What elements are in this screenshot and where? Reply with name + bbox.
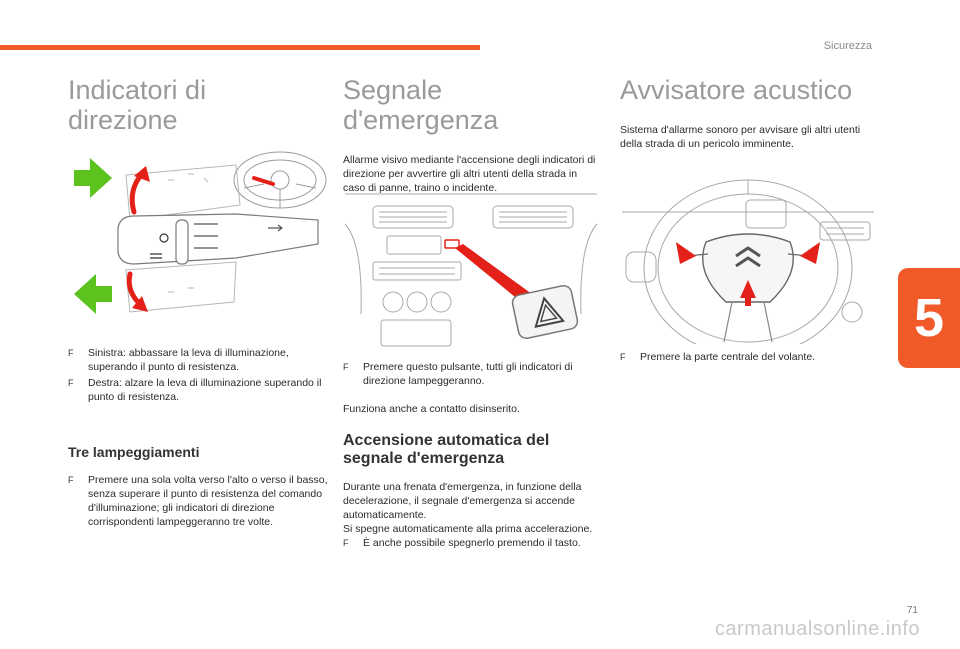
hazard-dashboard-illustration — [343, 184, 599, 352]
three-flashes-title: Tre lampeggiamenti — [68, 444, 200, 460]
header-accent-bar — [0, 45, 480, 50]
bullet-switch-off: F È anche possibile spegnerlo premendo il tasto. — [343, 537, 581, 549]
bullet-press-horn: F Premere la parte centrale del volante. — [620, 351, 816, 363]
hazard-body — [343, 360, 599, 552]
hazard-note: Funziona anche a contatto disinserito. — [343, 403, 520, 415]
indicators-bullets — [68, 346, 328, 406]
indicators-title-line2: direzione — [68, 105, 178, 135]
bullet-three-flashes: F Premere una sola volta verso l'alto o verso il basso, senza superare il punto di resistenza del comando d'illuminazione; gli indicatori di direzione corrispondenti lampeggeranno tre volte. — [68, 474, 328, 528]
hazard-intro: Allarme visivo mediante l'accensione degli indicatori di direzione per avvertire gli altri utenti della strada in caso di panne, traino o incidente. — [343, 154, 596, 194]
lighting-stalk — [118, 214, 318, 264]
steering-wheel-sketch — [234, 152, 326, 208]
indicator-stalk-illustration — [68, 150, 330, 320]
bullet-left: F Sinistra: abbassare la leva di illuminazione, superando il punto di resistenza. — [68, 347, 289, 373]
green-arrow-left-icon — [74, 274, 112, 314]
auto-hazard-title: Accensione automatica del segnale d'emergenza — [343, 432, 550, 467]
red-arrow-left-press — [676, 242, 696, 264]
bullet-press-hazard: F Premere questo pulsante, tutti gli indicatori di direzione lampeggeranno. — [343, 361, 573, 387]
auto-hazard-text1: Durante una frenata d'emergenza, in funzione della decelerazione, il segnale d'emergenza si accende automaticamente. — [343, 481, 582, 521]
red-arrow-right-press — [800, 242, 820, 264]
green-arrow-right-icon — [74, 158, 112, 198]
indicators-title-line1: Indicatori di — [68, 75, 207, 105]
section-label: Sicurezza — [823, 40, 872, 52]
indicators-title — [68, 75, 326, 135]
horn-title: Avvisatore acustico — [620, 75, 853, 105]
horn-bullets — [620, 350, 876, 366]
column-hazard — [343, 75, 599, 195]
bullet-right: F Destra: alzare la leva di illuminazione superando il punto di resistenza. — [68, 377, 322, 403]
auto-hazard-text2: Si spegne automaticamente alla prima accelerazione. — [343, 523, 593, 535]
page-number: 71 — [906, 605, 918, 616]
horn-intro: Sistema d'allarme sonoro per avvisare gli altri utenti della strada di un pericolo imminente. — [620, 124, 861, 150]
watermark: carmanualsonline.info — [714, 618, 920, 640]
column-horn — [620, 75, 876, 151]
chapter-number: 5 — [913, 288, 945, 348]
hazard-title: Segnale d'emergenza — [343, 75, 499, 135]
column-indicators — [68, 75, 326, 135]
horn-steering-illustration — [620, 172, 876, 344]
red-arrow-up — [132, 174, 142, 212]
red-pointer-wheel — [254, 178, 273, 184]
three-flashes-section — [68, 444, 328, 531]
